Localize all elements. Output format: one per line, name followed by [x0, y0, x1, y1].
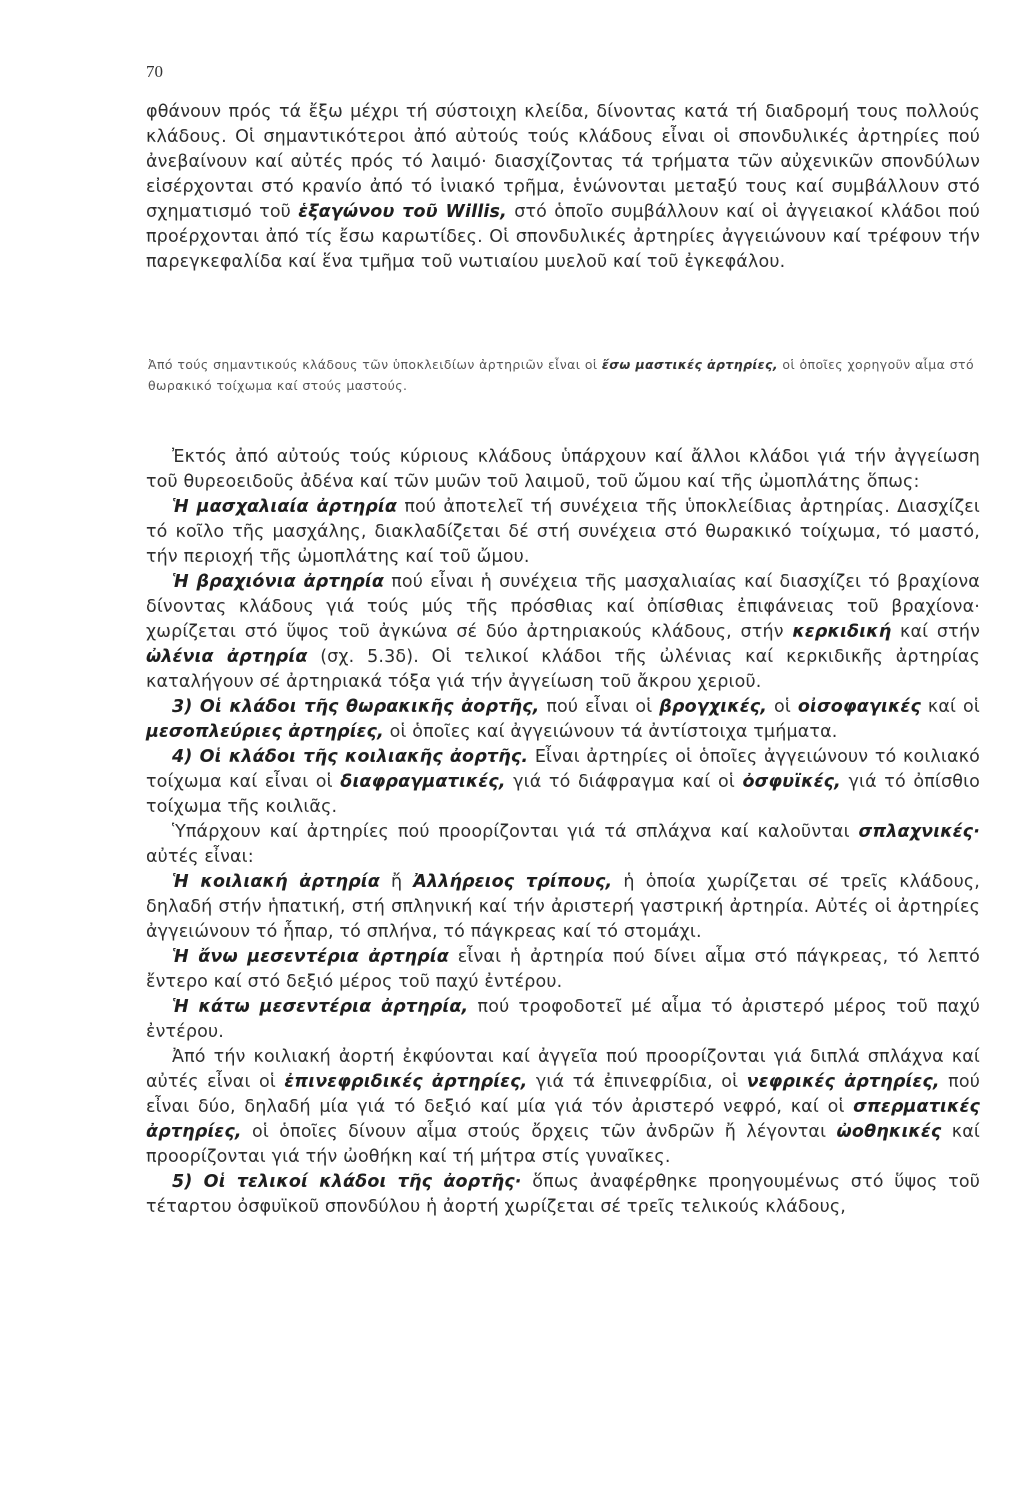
text-run: φθάνουν πρός τά ἔξω μέχρι τή σύστοιχη κλείδα, δίνοντας κατά τή διαδρομή τους πολλούς κλάδους. Οἱ σημαντικότεροι ἀπό αὐτούς τούς κλάδους εἶναι οἱ σπονδυλικές ἀρτηρίες πού ἀνεβαίνουν καί αὐτές πρός τό λαιμό· διασχίζοντας τά τρήματα τῶν αὐχενικῶν σπονδύλων εἰσέρχονται στό κρανίο ἀπό τό ἰνιακό τρῆμα, ἑνώνονται μεταξύ τους καί συμβάλλουν στό σχηματισμό τοῦ — [146, 102, 980, 222]
text-run: πού ἀποτελεῖ τή συνέχεια τῆς ὑποκλείδιας ἀρτηρίας. Διασχίζει τό κοῖλο τῆς μασχάλης, διακλαδίζεται δέ στή συνέχεια στό θωρακικό τοίχωμα, τό μαστό, τήν περιοχή τῆς ὠμοπλάτης καί τοῦ ὤμου. — [146, 497, 980, 567]
note-paragraph — [148, 354, 974, 396]
text-run: γιά τά ἐπινεφρίδια, οἱ — [527, 1072, 747, 1092]
paragraph — [146, 995, 980, 1045]
emphasized-term: σπλαχνικές· — [858, 822, 980, 842]
emphasized-term: 3) Οἱ κλάδοι τῆς θωρακικῆς ἀορτῆς, — [172, 697, 540, 717]
emphasized-term: 4) Οἱ κλάδοι τῆς κοιλιακῆς ἀορτῆς. — [172, 747, 529, 767]
text-run: οἱ ὁποῖες καί ἀγγειώνουν τά ἀντίστοιχα τμήματα. — [383, 722, 838, 742]
text-run: οἱ ὁποῖες χορηγοῦν αἷμα στό θωρακικό τοίχωμα καί στούς μαστούς. — [148, 357, 974, 393]
text-run: Εἶναι ἀρτηρίες οἱ ὁποῖες ἀγγειώνουν τό κοιλιακό τοίχωμα καί εἶναι οἱ — [146, 747, 980, 792]
text-run: καί προορίζονται γιά τήν ὠοθήκη καί τή μήτρα στίς γυναῖκες. — [146, 1122, 980, 1167]
emphasized-term: οἰσοφαγικές — [797, 697, 921, 717]
paragraph — [146, 1170, 980, 1220]
text-run: Ἐκτός ἀπό αὐτούς τούς κύριους κλάδους ὑπάρχουν καί ἄλλοι κλάδοι γιά τήν ἀγγείωση τοῦ θυρεοειδοῦς ἀδένα καί τῶν μυῶν τοῦ λαιμοῦ, τοῦ ὤμου καί τῆς ὠμοπλάτης ὅπως: — [146, 447, 980, 492]
text-run: ὅπως ἀναφέρθηκε προηγουμένως στό ὕψος τοῦ τέταρτου ὀσφυϊκοῦ σπονδύλου ἡ ἀορτή χωρίζεται σέ τρεῖς τελικούς κλάδους, — [146, 1172, 980, 1217]
emphasized-term: ἐπινεφριδικές ἀρτηρίες, — [284, 1072, 528, 1092]
text-run: γιά τό ὀπίσθιο τοίχωμα τῆς κοιλιᾶς. — [146, 772, 981, 817]
text-run: Ἀπό τούς σημαντικούς κλάδους τῶν ὑποκλειδίων ἀρτηριῶν εἶναι οἱ — [148, 357, 602, 372]
text-run: οἱ ὁποῖες δίνουν αἷμα στούς ὄρχεις τῶν ἀνδρῶν ἤ λέγονται — [241, 1122, 837, 1142]
text-run: Ὑπάρχουν καί ἀρτηρίες πού προορίζονται γιά τά σπλάχνα καί καλοῦνται — [172, 822, 859, 842]
text-run: οἱ — [767, 697, 798, 717]
paragraph — [146, 445, 980, 495]
paragraph — [146, 870, 980, 945]
paragraph — [146, 820, 980, 870]
emphasized-term: βρογχικές, — [659, 697, 768, 717]
text-run: (σχ. 5.3δ). Οἱ τελικοί κλάδοι τῆς ὠλένιας καί κερκιδικῆς ἀρτηρίας καταλήγουν σέ ἀρτηριακά τόξα γιά τήν ἀγγείωση τοῦ ἄκρου χεριοῦ. — [146, 647, 981, 692]
emphasized-term: διαφραγματικές, — [340, 772, 506, 792]
paragraph — [146, 100, 980, 275]
paragraph — [146, 1045, 980, 1170]
emphasized-term: σπερματικές ἀρτηρίες, — [146, 1097, 980, 1142]
emphasized-term: Ἀλλήρειος τρίπους, — [413, 872, 613, 892]
emphasized-term: ὠλένια ἀρτηρία — [146, 647, 308, 667]
text-run: πού εἶναι οἱ — [539, 697, 660, 717]
paragraph — [146, 695, 980, 745]
text-run: πού εἶναι ἡ συνέχεια τῆς μασχαλιαίας καί διασχίζει τό βραχίονα δίνοντας κλάδους γιά τούς μύς τῆς πρόσθιας καί ὀπίσθιας ἐπιφάνειας τοῦ βραχίονα· χωρίζεται στό ὕψος τοῦ ἀγκώνα σέ δύο ἀρτηριακούς κλάδους, στήν — [146, 572, 980, 642]
text-run: πού τροφοδοτεῖ μέ αἷμα τό ἀριστερό μέρος τοῦ παχύ ἐντέρου. — [146, 997, 980, 1042]
paragraph — [146, 495, 980, 570]
page-number: 70 — [146, 62, 163, 81]
paragraph — [146, 745, 980, 820]
text-run: γιά τό διάφραγμα καί οἱ — [505, 772, 743, 792]
emphasized-term: Ἡ ἄνω μεσεντέρια ἀρτηρία — [172, 947, 449, 967]
emphasized-term: Ἡ μασχαλιαία ἀρτηρία — [172, 497, 398, 517]
text-run: καί στήν — [891, 622, 981, 642]
emphasized-term: ὠοθηκικές — [836, 1122, 942, 1142]
paragraph — [146, 945, 980, 995]
emphasized-term: μεσοπλεύριες ἀρτηρίες, — [146, 722, 384, 742]
text-run: στό ὁποῖο συμβάλλουν καί οἱ ἀγγειακοί κλάδοι πού προέρχονται ἀπό τίς ἔσω καρωτίδες. Οἱ σπονδυλικές ἀρτηρίες ἀγγειώνουν καί τρέφουν τήν παρεγκεφαλίδα καί ἕνα τμῆμα τοῦ νωτιαίου μυελοῦ καί τοῦ ἐγκεφάλου. — [146, 202, 980, 272]
emphasized-term: Ἡ κοιλιακή ἀρτηρία — [172, 872, 380, 892]
text-run: ἡ ὁποία χωρίζεται σέ τρεῖς κλάδους, δηλαδή στήν ἡπατική, στή σπληνική καί τήν ἀριστερή γαστρική ἀρτηρία. Αὐτές οἱ ἀρτηρίες ἀγγειώνουν τό ἧπαρ, τό σπλήνα, τό πάγκρεας καί τό στομάχι. — [146, 872, 980, 942]
text-run: καί οἱ — [920, 697, 980, 717]
emphasized-term: ὀσφυϊκές, — [742, 772, 841, 792]
emphasized-term: κερκιδική — [792, 622, 892, 642]
main-text — [146, 445, 980, 1220]
emphasized-term: Ἡ βραχιόνια ἀρτηρία — [172, 572, 385, 592]
paragraph — [146, 570, 980, 695]
text-run: ἤ — [379, 872, 414, 892]
emphasized-term: ἑξαγώνου τοῦ Willis, — [298, 202, 507, 222]
internal-mammary-note — [148, 354, 974, 396]
vertebral-arteries-paragraph — [146, 100, 980, 275]
emphasized-term: 5) Οἱ τελικοί κλάδοι τῆς ἀορτῆς· — [172, 1172, 522, 1192]
emphasized-term: Ἡ κάτω μεσεντέρια ἀρτηρία, — [172, 997, 469, 1017]
text-run: αὐτές εἶναι: — [146, 847, 254, 867]
text-run: Ἀπό τήν κοιλιακή ἀορτή ἐκφύονται καί ἀγγεῖα πού προορίζονται γιά διπλά σπλάχνα καί αὐτές εἶναι οἱ — [146, 1047, 980, 1092]
text-run: εἶναι ἡ ἀρτηρία πού δίνει αἷμα στό πάγκρεας, τό λεπτό ἔντερο καί στό δεξιό μέρος τοῦ παχύ ἐντέρου. — [146, 947, 980, 992]
text-run: πού εἶναι δύο, δηλαδή μία γιά τό δεξιό καί μία γιά τόν ἀριστερό νεφρό, καί οἱ — [146, 1072, 980, 1117]
emphasized-term: ἔσω μαστικές ἀρτηρίες, — [601, 357, 779, 372]
emphasized-term: νεφρικές ἀρτηρίες, — [746, 1072, 940, 1092]
